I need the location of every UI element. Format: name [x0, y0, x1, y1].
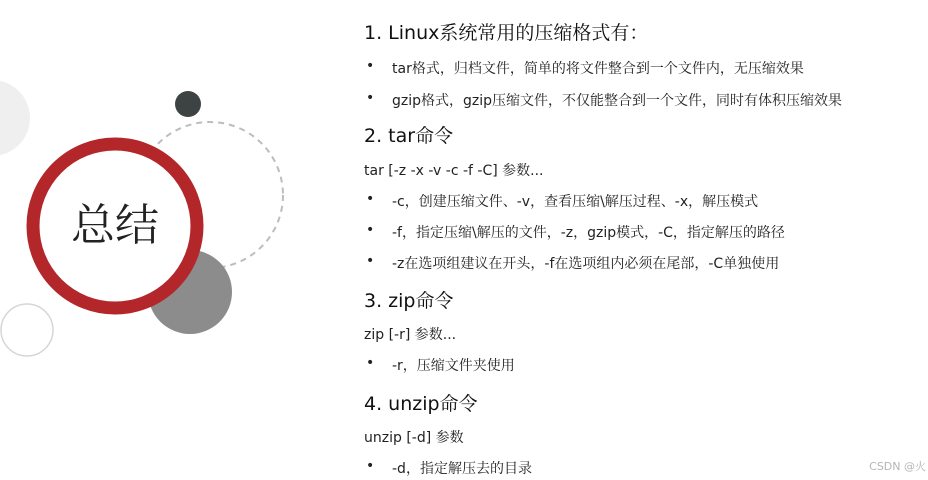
command-syntax-zip: zip [-r] 参数... — [364, 327, 457, 343]
bullet: • — [366, 458, 375, 474]
command-syntax-tar: tar [-z -x -v -c -f -C] 参数... — [364, 163, 544, 179]
bullet: • — [366, 58, 375, 74]
bullet: • — [366, 191, 375, 207]
outline-circle — [1, 304, 53, 356]
list-item-text: tar格式，归档文件，简单的将文件整合到一个文件内，无压缩效果 — [392, 61, 804, 77]
section-heading-1: 1. Linux系统常用的压缩格式有： — [364, 22, 649, 44]
bullet: • — [366, 90, 375, 106]
bullet: • — [366, 222, 375, 238]
command-syntax-unzip: unzip [-d] 参数 — [364, 430, 464, 446]
section-heading-2: 2. tar命令 — [364, 125, 454, 147]
dark-dot — [175, 91, 201, 117]
list-item-text: -r，压缩文件夹使用 — [392, 358, 515, 374]
section-heading-3: 3. zip命令 — [364, 290, 454, 312]
list-item-text: -f，指定压缩\解压的文件，-z，gzip模式，-C，指定解压的路径 — [392, 225, 785, 241]
section-heading-4: 4. unzip命令 — [364, 393, 478, 415]
bullet: • — [366, 355, 375, 371]
slide-title: 总结 — [71, 200, 159, 251]
list-item-text: -d，指定解压去的目录 — [392, 461, 532, 477]
list-item-text: -z在选项组建议在开头，-f在选项组内必须在尾部，-C单独使用 — [392, 256, 780, 272]
list-item-text: gzip格式，gzip压缩文件，不仅能整合到一个文件，同时有体积压缩效果 — [392, 93, 843, 109]
bullet: • — [366, 253, 375, 269]
list-item-text: -c，创建压缩文件、-v，查看压缩\解压过程、-x，解压模式 — [392, 194, 759, 210]
watermark: CSDN @火 — [869, 460, 926, 473]
light-gray-circle — [0, 80, 30, 156]
